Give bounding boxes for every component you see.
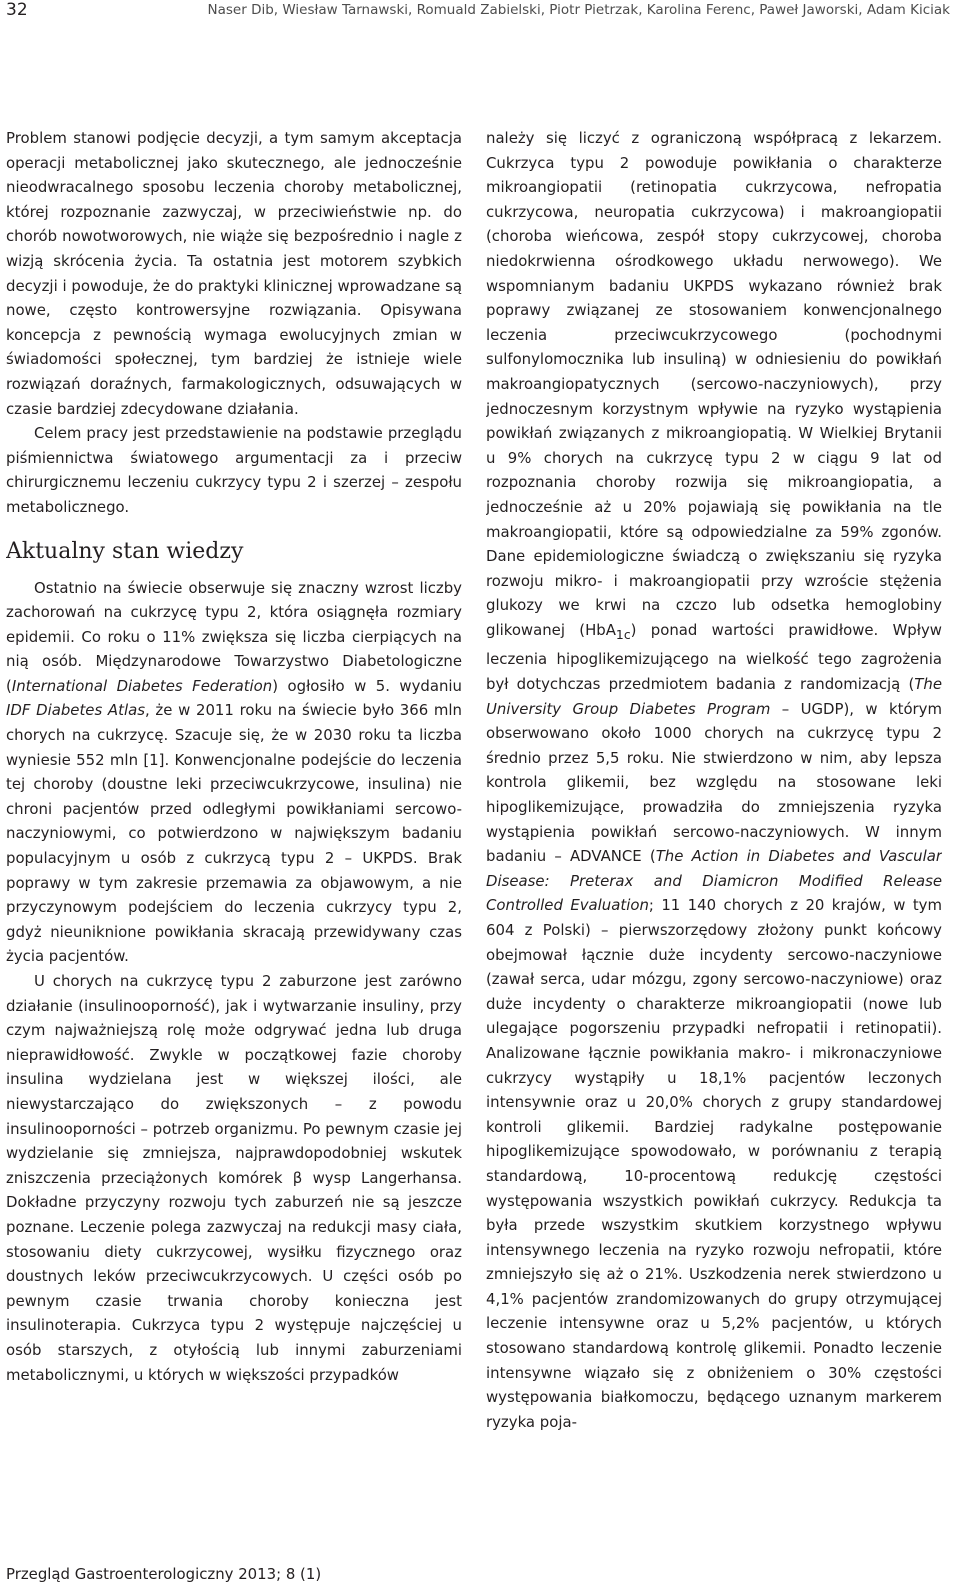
italic-text: IDF Diabetes Atlas bbox=[6, 701, 145, 720]
subscript: 1c bbox=[615, 626, 631, 642]
page-number: 32 bbox=[6, 0, 28, 20]
section-heading: Aktualny stan wiedzy bbox=[6, 538, 244, 564]
text-run: ) ogłosiło w 5. wydaniu bbox=[272, 676, 462, 695]
text-run: należy się liczyć z ograniczoną współpracą z lekarzem. Cukrzyca typu 2 powoduje powikłania o charakterze mikroangiopatii (retinopatia cukrzycowa, nefropatia cukrzycowa, neuropatia cukrzycowa) i makroangiopatii (choroba wieńcowa, zespół stopy cukrzycowej, choroba niedokrwienna ośrodkowego układu nerwowego). We wspomnianym badaniu UKPDS wykazano również brak poprawy związanej ze stosowaniem konwencjonalnego leczenia przeciwcukrzycowego (pochodnymi sulfonylomocznika lub insuliną) w odniesieniu do powikłań makroangiopatycznych (sercowo-naczyniowych), przy jednoczesnym korzystnym wpływie na ryzyko wystąpienia powikłań związanych z mikroangiopatią. W Wielkiej Brytanii u 9% chorych na cukrzycę typu 2 w ciągu 9 lat od rozpoznania choroby rozwija się mikroangiopatia, a jednocześnie aż u 20% pojawiają się powikłania na tle makroangiopatii, które są odpowiedzialne za 59% zgonów. Dane epidemiologiczne świadczą o zwiększaniu się ryzyka rozwoju mikro- i makroangiopatii przy wzroście stężenia glukozy we krwi na czczo lub odsetka hemoglobiny glikowanej (HbA bbox=[486, 129, 942, 639]
paragraph: U chorych na cukrzycę typu 2 zaburzone jest zarówno działanie (insulinooporność), jak i wytwarzanie insuliny, przy czym najważniejszą rolę może odgrywać jedna lub druga nieprawidłowość. Zwykle w początkowej fazie choroby insulina wydzielana jest w większej ilości, ale niewystarczająco do zwiększonych – z powodu insulinooporności – potrzeb organizmu. Po pewnym czasie jej wydzielanie się zmniejsza, najprawdopodobniej wskutek zniszczenia przeciążonych komórek β wysp Langerhansa. Dokładne przyczyny rozwoju tych zaburzeń nie są jeszcze poznane. Leczenie polega zazwyczaj na redukcji masy ciała, stosowaniu diety cukrzycowej, wysiłku fizycznego oraz doustnych leków przeciwcukrzycowych. U części osób po pewnym czasie trwania choroby konieczna jest insulinoterapia. Cukrzyca typu 2 występuje najczęściej u osób starszych, z otyłością lub innymi zaburzeniami metabolicznymi, u których w większości przypadków bbox=[6, 972, 462, 1384]
text-run: – UGDP), w którym obserwowano około 1000 chorych na cukrzycę typu 2 średnio przez 5,5 roku. Nie stwierdzono w nim, aby lepsza kontrola glikemii, bez względu na stosowane leki hipoglikemizujące, prowadziła do zmniejszenia ryzyka wystąpienia powikłań sercowo-naczyniowych. W innym badaniu – ADVANCE ( bbox=[486, 699, 942, 866]
text-run: ) ponad wartości prawidłowe. Wpływ leczenia hipoglikemizującego na wielkość tego zagrożenia był dotychczas przedmiotem badania z randomizacją ( bbox=[486, 620, 942, 694]
text-run: , że w 2011 roku na świecie było 366 mln chorych na cukrzycę. Szacuje się, że w 2030 roku ta liczba wyniesie 552 mln [1]. Konwencjonalne podejście do leczenia tej choroby (doustne leki przeciwcukrzycowe, insulina) nie chroni pacjentów przed odległymi powikłaniami sercowo-naczyniowymi, co potwierdzono w największym badaniu populacyjnym u osób z cukrzycą typu 2 – UKPDS. Brak poprawy w tym zakresie przemawia za objawowym, a nie przyczynowym podejściem do leczenia cukrzycy typu 2, gdyż nieuniknione powikłania skracają przewidywany czas życia pacjentów. bbox=[6, 701, 462, 966]
running-head-authors: Naser Dib, Wiesław Tarnawski, Romuald Zabielski, Piotr Pietrzak, Karolina Ferenc, Paweł Jaworski, Adam Kiciak bbox=[207, 2, 950, 18]
italic-text: The Action in Diabetes and Vascular Disease: Preterax and Diamicron Modified Release Controlled Evaluation bbox=[486, 847, 942, 915]
italic-text: The University Group Diabetes Program bbox=[486, 675, 942, 718]
text-run: Ostatnio na świecie obserwuje się znaczny wzrost liczby zachorowań na cukrzycę typu 2, która osiągnęła rozmiary epidemii. Co roku o 11% zwiększa się liczba cierpiących na nią osób. Międzynarodowe Towarzystwo Diabetologiczne ( bbox=[6, 578, 462, 695]
left-column bbox=[6, 126, 462, 1526]
paragraph bbox=[6, 576, 462, 970]
paragraph: Problem stanowi podjęcie decyzji, a tym samym akceptacja operacji metabolicznej jako skutecznego, ale jednocześnie nieodwracalnego sposobu leczenia choroby metabolicznej, której rozpoznanie zazwyczaj, w przeciwieństwie np. do chorób nowotworowych, nie wiąże się bezpośrednio i nagle z wizją skrócenia życia. Ta ostatnia jest motorem szybkich decyzji i powoduje, że do praktyki klinicznej wprowadzane są nowe, często kontrowersyjne rozwiązania. Opisywana koncepcja z pewnością wymaga ewolucyjnych zmian w świadomości społecznej, tym bardziej że istnieje wiele rozwiązań doraźnych, farmakologicznych, odsuwających w czasie bardziej zdecydowane działania. bbox=[6, 129, 462, 418]
paragraph: Celem pracy jest przedstawienie na podstawie przeglądu piśmiennictwa światowego argumentacji za i przeciw chirurgicznemu leczeniu cukrzycy typu 2 i szerzej – zespołu metabolicznego. bbox=[6, 424, 462, 516]
page-footer: Przegląd Gastroenterologiczny 2013; 8 (1) bbox=[6, 1565, 322, 1583]
right-column bbox=[486, 126, 942, 1526]
text-run: ; 11 140 chorych z 20 krajów, w tym 604 z Polski) – pierwszorzędowy złożony punkt końcowy obejmował łącznie duże incydenty sercowo-naczyniowe (zawał serca, udar mózgu, zgony sercowo-naczyniowe) oraz duże incydenty o charakterze mikroangiopatii (nowe lub ulegające pogorszeniu przypadki nefropatii i retinopatii). Analizowane łącznie powikłania makro- i mikronaczyniowe cukrzycy wystąpiły u 18,1% pacjentów leczonych intensywnie oraz u 20,0% chorych z grupy standardowej kontroli glikemii. Bardziej radykalne postępowanie hipoglikemizujące spowodowało, w porównaniu z terapią standardową, 10-procentową redukcję częstości występowania wszystkich powikłań cukrzycy. Redukcja ta była przede wszystkim skutkiem korzystnego wpływu intensywnego leczenia na ryzyko rozwoju nefropatii, które zmniejszyło się aż o 21%. Uszkodzenia nerek stwierdzono u 4,1% pacjentów zrandomizowanych do grupy otrzymującej leczenie intensywne oraz u 5,2% pacjentów, u których stosowano standardową kontrolę glikemii. Ponadto leczenie intensywne wiązało się z obniżeniem o 30% częstości występowania białkomoczu, będącego uznanym markerem ryzyka poja- bbox=[486, 896, 942, 1431]
page-header bbox=[0, 0, 960, 24]
paragraph bbox=[486, 126, 942, 1434]
italic-text: International Diabetes Federation bbox=[11, 676, 273, 695]
